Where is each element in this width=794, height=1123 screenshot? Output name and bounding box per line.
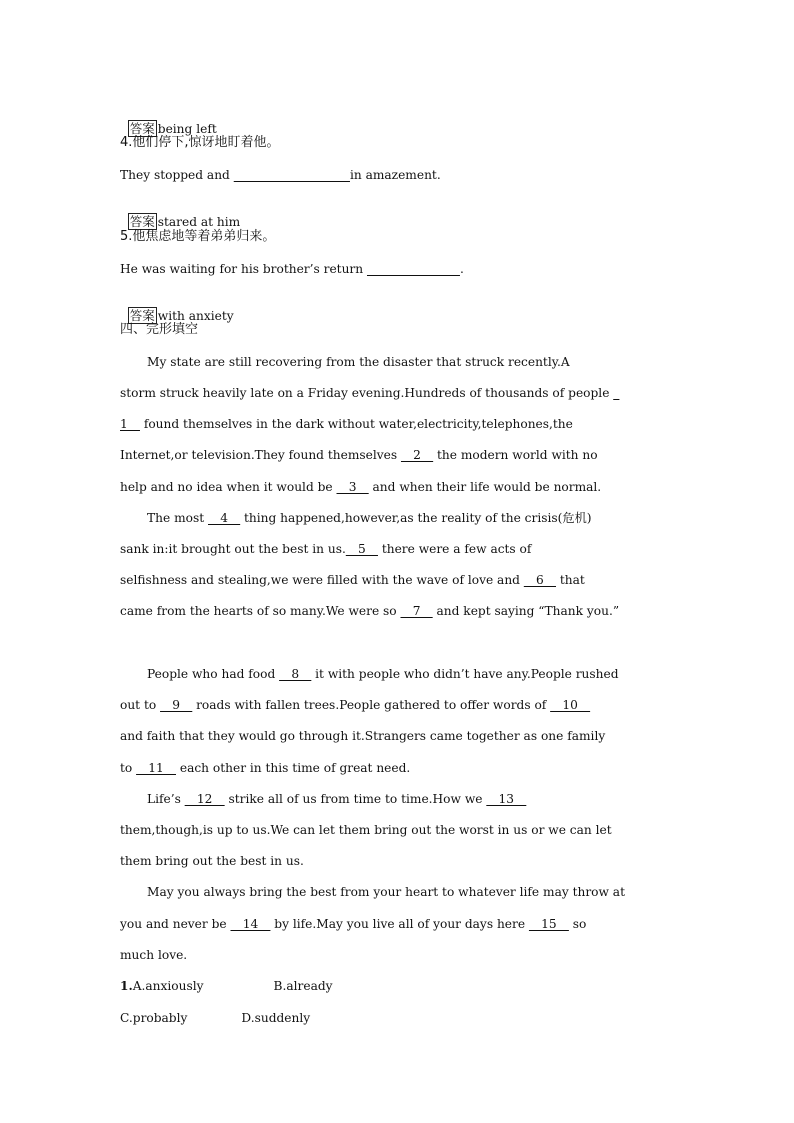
sentence-text: He was waiting for his brother’s return xyxy=(120,262,367,276)
passage-line xyxy=(120,697,590,713)
sentence-text: in amazement. xyxy=(349,168,441,182)
question-1-options-row-1 xyxy=(120,978,333,994)
answer-text: with anxiety xyxy=(157,309,234,323)
passage-line: much love. xyxy=(120,948,188,962)
blank-7: __7__ xyxy=(400,604,433,618)
blank-11: __11__ xyxy=(136,761,176,775)
text: each other in this time of great need. xyxy=(176,761,411,775)
blank-8: __8__ xyxy=(279,667,312,681)
text: found themselves in the dark without water,electricity,telephones,the xyxy=(139,417,573,431)
text: roads with fallen trees.People gathered to offer words of xyxy=(192,698,551,712)
text: sank in:it brought out the best in us. xyxy=(120,542,346,556)
text: thing happened,however,as the reality of the crisis(危机) xyxy=(240,511,592,525)
blank-9: __9__ xyxy=(160,698,193,712)
text: so xyxy=(568,917,587,931)
text: that xyxy=(556,573,585,587)
blank-12: __12__ xyxy=(184,792,225,806)
option-b: B.already xyxy=(273,979,333,993)
blank-1: _ xyxy=(613,386,620,400)
fill-blank xyxy=(367,262,460,276)
answer-text: stared at him xyxy=(157,215,241,229)
blank-13: __13__ xyxy=(486,792,527,806)
text: it with people who didn’t have any.People rushed xyxy=(311,667,619,681)
passage-line xyxy=(120,572,585,588)
passage-line xyxy=(147,791,526,807)
text: strike all of us from time to time.How we xyxy=(224,792,487,806)
blank-10: __10__ xyxy=(550,698,591,712)
passage-line xyxy=(147,510,592,526)
answer-tag: 答案 xyxy=(129,121,155,136)
blank-2: __2__ xyxy=(400,448,434,462)
blank-1: 1__ xyxy=(120,417,140,431)
question-5-prompt: 5.他焦虑地等着弟弟归来。 xyxy=(120,229,276,244)
text: selfishness and stealing,we were filled with the wave of love and xyxy=(120,573,524,587)
blank-3: __3__ xyxy=(336,480,369,494)
blank-4: __4__ xyxy=(208,511,241,525)
answer-text: being left xyxy=(157,122,217,136)
passage-line: them,though,is up to us.We can let them bring out the worst in us or we can let xyxy=(120,823,612,837)
answer-line-4 xyxy=(120,197,240,230)
blank-5: __5__ xyxy=(345,542,378,556)
sentence-text: . xyxy=(459,262,464,276)
text: there were a few acts of xyxy=(377,542,532,556)
fill-blank xyxy=(234,168,350,182)
text: to xyxy=(120,761,137,775)
passage-line xyxy=(120,760,410,776)
blank-15: __15__ xyxy=(528,917,569,931)
answer-line-3 xyxy=(120,104,217,137)
passage-line xyxy=(120,447,598,463)
option-d: D.suddenly xyxy=(241,1011,311,1025)
section-title: 四、完形填空 xyxy=(120,322,199,337)
passage-line: My state are still recovering from the disaster that struck recently.A xyxy=(147,355,570,369)
passage-line xyxy=(120,416,573,432)
text: came from the hearts of so many.We were so xyxy=(120,604,401,618)
question-number: 1. xyxy=(120,979,133,993)
question-4-sentence xyxy=(120,167,441,183)
question-1-options-row-2 xyxy=(120,1010,310,1026)
answer-tag: 答案 xyxy=(129,308,155,323)
text: and kept saying “Thank you.” xyxy=(432,604,620,618)
passage-line xyxy=(120,541,531,557)
passage-line xyxy=(120,916,586,932)
question-5-sentence xyxy=(120,261,464,277)
text: help and no idea when it would be xyxy=(120,480,337,494)
option-a: A.anxiously xyxy=(132,979,204,993)
text: out to xyxy=(120,698,161,712)
answer-line-5 xyxy=(120,291,234,324)
passage-line xyxy=(120,603,619,619)
blank-6: __6__ xyxy=(523,573,556,587)
passage-line: and faith that they would go through it.Strangers came together as one family xyxy=(120,729,606,743)
passage-line xyxy=(120,479,601,495)
text: storm struck heavily late on a Friday evening.Hundreds of thousands of people xyxy=(120,386,614,400)
question-4-prompt: 4.他们停下,惊讶地盯着他。 xyxy=(120,135,280,150)
passage-line xyxy=(147,666,619,682)
text: People who had food xyxy=(147,667,280,681)
blank-14: __14__ xyxy=(230,917,271,931)
answer-tag: 答案 xyxy=(129,214,155,229)
text: Internet,or television.They found themselves xyxy=(120,448,401,462)
text: you and never be xyxy=(120,917,231,931)
text: The most xyxy=(147,511,208,525)
text: Life’s xyxy=(147,792,185,806)
option-c: C.probably xyxy=(120,1011,188,1025)
passage-line xyxy=(120,385,619,401)
sentence-text: They stopped and xyxy=(120,168,234,182)
passage-line: them bring out the best in us. xyxy=(120,854,304,868)
text: and when their life would be normal. xyxy=(368,480,602,494)
text: the modern world with no xyxy=(433,448,598,462)
passage-line: May you always bring the best from your heart to whatever life may throw at xyxy=(147,885,625,899)
text: by life.May you live all of your days here xyxy=(270,917,529,931)
